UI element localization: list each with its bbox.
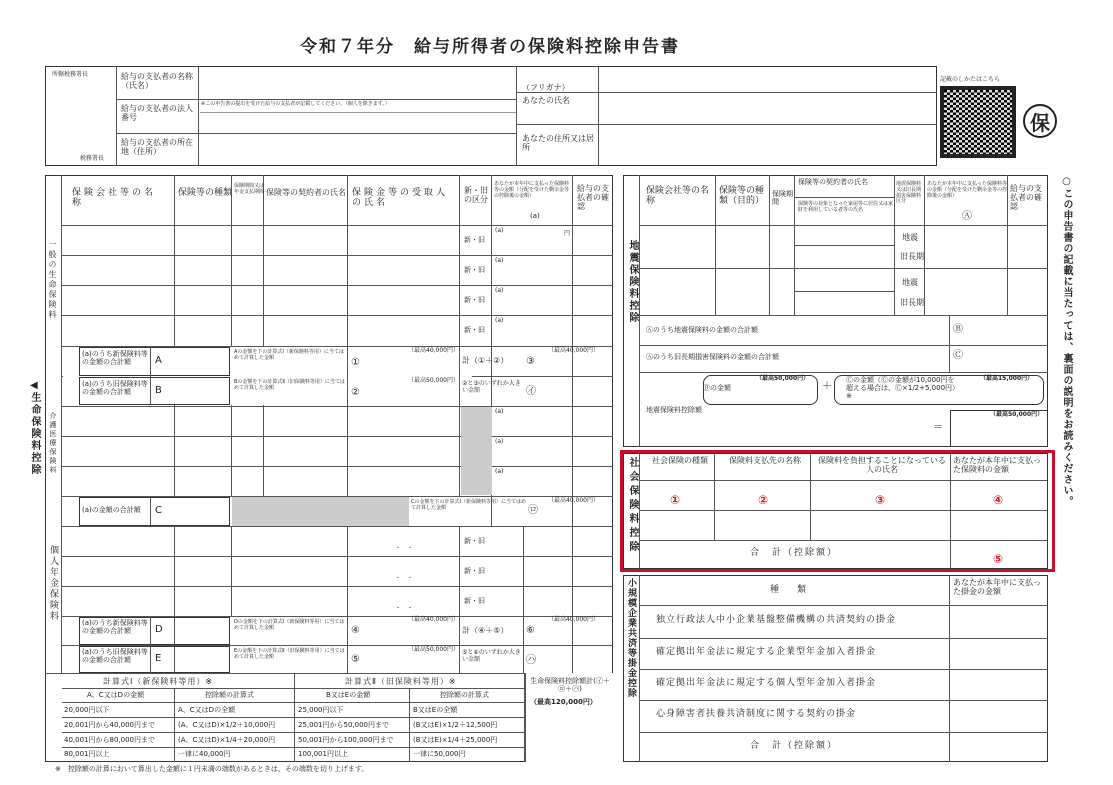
- amount-a-2: (a): [495, 257, 504, 264]
- f1-r1-c1: 20,000円以下: [64, 706, 110, 714]
- care-a-1: (a): [495, 408, 504, 415]
- max40-5: （最高40,000円）: [548, 616, 599, 623]
- q-col-class: 地震保険料又は旧長期損害保険料区分: [896, 181, 922, 205]
- life-col-company: 保険会社等の名称: [72, 188, 157, 209]
- q-max50: （最高50,000円）: [756, 375, 810, 382]
- stamp-ho: 保: [1023, 104, 1057, 138]
- larger-5-6: ⑤と⑥のいずれか大きい金額: [462, 649, 521, 663]
- sum-old-E-label: (a)のうち旧保険料等の金額の合計額: [82, 648, 148, 665]
- amount-a-1: (a): [495, 227, 504, 234]
- life-max: （最高120,000円）: [530, 698, 597, 706]
- sum-new-D-label: (a)のうち新保険料等の金額の合計額: [82, 619, 148, 636]
- q-max15: （最高15,000円）: [980, 375, 1034, 382]
- social-total: 合 計（控除額）: [750, 548, 839, 558]
- q-col-confirm: 給与の支払者の確認: [1010, 184, 1042, 212]
- kind-quake-1[interactable]: 地震: [902, 233, 918, 242]
- q-b-amount: Ⓑの金額: [703, 384, 731, 392]
- q-sum-B-label: Ⓐのうち地震保険料の金額の合計額: [646, 326, 758, 334]
- social-num-5: ⑤: [993, 552, 1004, 566]
- max40-1: （最高40,000円）: [408, 347, 459, 354]
- small-side-label: 小規模企業共済等掛金控除: [626, 578, 636, 698]
- circle-1: ①: [351, 357, 360, 368]
- circle-3: ③: [526, 356, 535, 367]
- quake-side-label: 地震保険料控除: [627, 240, 638, 324]
- circle-ro: ㋺: [528, 505, 538, 516]
- calc1c-note: Cの金額を下の計算式Ⅰ（新保険料等用）に当てはめて計算した金額: [411, 499, 526, 511]
- office-label: 所轄税務署長: [52, 71, 89, 78]
- circle-5: ⑤: [351, 654, 360, 665]
- newold-1[interactable]: 新・旧: [464, 236, 485, 244]
- small-col-type: 種 類: [770, 585, 807, 595]
- f2-h2: 控除額の計算式: [440, 691, 489, 699]
- life-col-recipient: 保険金等の受取人の氏名: [352, 188, 449, 209]
- payer-address-label: 給与の支払者の所在地（住所）: [121, 138, 193, 157]
- sum-old-B-label: (a)のうち旧保険料等の金額の合計額: [82, 380, 148, 397]
- life-total-field[interactable]: [526, 712, 612, 761]
- life-total-label: 生命保険料控除額計(㋑＋㋺＋㋩): [530, 677, 610, 694]
- newold-p2[interactable]: 新・旧: [464, 567, 485, 575]
- life-col-confirm: 給与の支払者の確認: [577, 184, 609, 212]
- side-note: ○この申告書の記載に当たっては、裏面の説明をお読みください。: [1061, 176, 1072, 507]
- calc2-note: Bの金額を下の計算式Ⅱ（旧保険料等用）に当てはめて計算した金額: [234, 379, 345, 391]
- pension-label: 個人年金保険料: [48, 545, 58, 622]
- f2-r1-c1: 25,000円以下: [298, 706, 344, 714]
- life-col-holder: 保険等の契約者の氏名: [266, 188, 346, 197]
- circle-i: ㋑: [526, 386, 536, 397]
- life-col-type: 保険等の種類: [178, 188, 233, 198]
- page-title: 令和７年分 給与所得者の保険料控除申告書: [300, 37, 680, 57]
- formula1-title: 計算式Ⅰ（新保険料等用）※: [103, 677, 214, 686]
- small-row-2: 確定拠出年金法に規定する企業型年金加入者掛金: [656, 647, 877, 657]
- newold-p1[interactable]: 新・旧: [464, 537, 485, 545]
- circle-ha: ㋩: [526, 655, 536, 666]
- f2-r3-c2: (B又はE)×1/4＋25,000円: [413, 736, 498, 744]
- c-gray: [232, 497, 409, 526]
- circle-2: ②: [351, 387, 360, 398]
- f2-r2-c1: 25,001円から50,000円まで: [298, 721, 389, 729]
- arrow-icon: ◀: [30, 380, 38, 391]
- max40-4: （最高40,000円）: [408, 616, 459, 623]
- newold-3[interactable]: 新・旧: [464, 296, 485, 304]
- small-row-4: 心身障害者扶養共済制度に関する契約の掛金: [656, 709, 857, 719]
- q-col-period: 保険期間: [772, 190, 793, 207]
- amount-a-3: (a): [495, 287, 504, 294]
- f1-r3-c1: 40,001円から80,000円まで: [64, 736, 155, 744]
- care-newold-gray: [461, 407, 492, 495]
- f1-r3-c2: (A、C又はD)×1/4＋20,000円: [178, 736, 276, 744]
- your-name-field[interactable]: [600, 93, 936, 123]
- small-row-1: 独立行政法人中小企業基盤整備機構の共済契約の掛金: [656, 615, 897, 625]
- q-max50b: （最高50,000円）: [990, 411, 1044, 418]
- sum-C-label: (a)の金額の合計額: [82, 506, 141, 514]
- newold-4[interactable]: 新・旧: [464, 326, 485, 334]
- amount-a-4: (a): [495, 317, 504, 324]
- q-c-formula: Ⓒの金額（Ⓒの金額が10,000円を超える場合は、Ⓒ×1/2+5,000円）※: [846, 376, 956, 401]
- social-col-payer: 保険料を負担することになっている人の氏名: [818, 456, 946, 475]
- max40-2: （最高40,000円）: [548, 347, 599, 354]
- label-A: A: [155, 355, 162, 366]
- social-num-1: ①: [670, 493, 681, 507]
- q-col-holder: 保険等の契約者の氏名: [798, 178, 868, 186]
- tax-office-label: 税務署長: [80, 155, 105, 162]
- social-side-label: 社会保険料控除: [627, 457, 638, 555]
- footnote: ※ 控除額の計算において算出した金額に１円未満の端数があるときは、その端数を切り上げます。: [55, 765, 369, 773]
- equals-sign: ＝: [933, 422, 943, 433]
- guide-label: 記載のしかたはこちら: [940, 76, 1001, 83]
- furigana-field[interactable]: [600, 67, 936, 91]
- life-col-a: (a): [530, 212, 540, 220]
- care-label: 介護医療保険料: [49, 412, 57, 475]
- social-num-2: ②: [758, 493, 769, 507]
- small-col-amount: あなたが本年中に支払った掛金の金額: [953, 578, 1041, 597]
- q-B: Ⓑ: [953, 324, 963, 335]
- life-col-amount: あなたが本年中に支払った保険料等の金額（分配を受けた剰余金等の控除後の金額）: [494, 181, 570, 199]
- f1-h1: A、C又はDの金額: [87, 691, 145, 699]
- total-1-2: 計（①＋②）: [462, 356, 509, 365]
- q-deduct-label: 地震保険料控除額: [646, 406, 702, 414]
- q-col-resident: 保険等の対象となった家屋等に居住又は家財を利用している者等の氏名: [798, 201, 894, 213]
- social-num-3: ③: [875, 493, 886, 507]
- q-col-amount: あなたが本年中に支払った保険料等の金額（分配を受けた剰余金等の控除後の金額）: [927, 181, 1008, 199]
- f2-r4-c1: 100,001円以上: [298, 750, 348, 758]
- life-side-label: 生命保険料控除: [29, 392, 40, 476]
- small-total: 合 計（控除額）: [750, 741, 839, 751]
- newold-p3[interactable]: 新・旧: [464, 597, 485, 605]
- formula2-title: 計算式Ⅱ（旧保険料等用）※: [345, 677, 457, 686]
- q-col-A: Ⓐ: [962, 211, 972, 222]
- care-a-3: (a): [495, 468, 504, 475]
- your-address-field[interactable]: [600, 125, 936, 165]
- kind-long-1[interactable]: 旧長期: [900, 252, 924, 261]
- qr-code[interactable]: [940, 86, 1016, 158]
- small-row-3: 確定拠出年金法に規定する個人型年金加入者掛金: [656, 678, 877, 688]
- plus-sign: ＋: [822, 381, 832, 392]
- max50-2: （最高50,000円）: [408, 646, 459, 653]
- corp-no-note: ※この申告書の提出を受けた給与の支払者が記載してください。（個人を除きます。）: [201, 101, 390, 107]
- f1-r2-c2: (A、C又はD)×1/2＋10,000円: [178, 721, 276, 729]
- calc2e-note: Eの金額を下の計算式Ⅱ（旧保険料等用）に当てはめて計算した金額: [234, 648, 345, 660]
- your-address-label: あなたの住所又は居所: [522, 134, 594, 153]
- f2-r2-c2: (B又はE)×1/2＋12,500円: [413, 721, 498, 729]
- label-C: C: [155, 505, 162, 516]
- kind-quake-2[interactable]: 地震: [902, 278, 918, 287]
- newold-2[interactable]: 新・旧: [464, 266, 485, 274]
- life-col-period: 保険期間又は年金支払期間: [234, 183, 265, 195]
- kind-long-2[interactable]: 旧長期: [900, 298, 924, 307]
- yen-1: 円: [564, 230, 571, 237]
- f2-r4-c2: 一律に50,000円: [413, 750, 466, 758]
- f1-r4-c2: 一律に40,000円: [178, 750, 231, 758]
- q-sum-C-label: Ⓐのうち旧長期損害保険料の金額の合計額: [646, 353, 779, 361]
- social-col-type: 社会保険の種類: [652, 456, 708, 465]
- dots-1: ・ ・: [395, 545, 414, 552]
- payer-name-label: 給与の支払者の名称（氏名）: [121, 72, 193, 91]
- max50-1: （最高50,000円）: [408, 377, 459, 384]
- calc1d-note: Dの金額を下の計算式Ⅰ（新保険料等用）に当てはめて計算した金額: [234, 619, 345, 631]
- f1-r4-c1: 80,001円以上: [64, 750, 110, 758]
- f1-r1-c2: A、C又はDの全額: [178, 706, 236, 714]
- max40-3: （最高40,000円）: [548, 497, 599, 504]
- general-life-label: 一般の生命保険料: [48, 240, 57, 320]
- total-4-5: 計（④＋⑤）: [462, 626, 509, 635]
- f1-h2: 控除額の計算式: [205, 691, 254, 699]
- social-col-payee: 保険料支払先の名称: [729, 456, 801, 465]
- life-col-newold: 新・旧の区分: [464, 186, 488, 205]
- calc1-note: Aの金額を下の計算式Ⅰ（新保険料等用）に当てはめて計算した金額: [234, 349, 344, 361]
- f1-r2-c1: 20,001円から40,000円まで: [64, 721, 155, 729]
- f2-h1: B又はEの金額: [326, 691, 371, 699]
- dots-3: ・ ・: [395, 605, 414, 612]
- social-col-amount: あなたが本年中に支払った保険料の金額: [953, 456, 1041, 475]
- f2-r3-c1: 50,001円から100,000円まで: [298, 736, 394, 744]
- q-C: Ⓒ: [953, 350, 963, 361]
- care-a-2: (a): [495, 438, 504, 445]
- circle-4: ④: [351, 625, 360, 636]
- circle-6: ⑥: [526, 625, 535, 636]
- furigana-label: （フリガナ）: [522, 83, 570, 92]
- label-B: B: [155, 385, 162, 396]
- social-num-4: ④: [993, 493, 1004, 507]
- larger-2-3: ②と③のいずれか大きい金額: [462, 380, 521, 394]
- q-col-type: 保険等の種類（目的）: [719, 186, 765, 207]
- q-col-company: 保険会社等の名称: [646, 186, 710, 207]
- label-D: D: [155, 624, 163, 635]
- your-name-label: あなたの氏名: [522, 96, 570, 105]
- payer-corp-no-label: 給与の支払者の法人番号: [121, 104, 193, 123]
- dots-2: ・ ・: [395, 575, 414, 582]
- sum-new-A-label: (a)のうち新保険料等の金額の合計額: [82, 350, 148, 367]
- label-E: E: [155, 653, 162, 664]
- f2-r1-c2: B又はEの全額: [413, 706, 458, 714]
